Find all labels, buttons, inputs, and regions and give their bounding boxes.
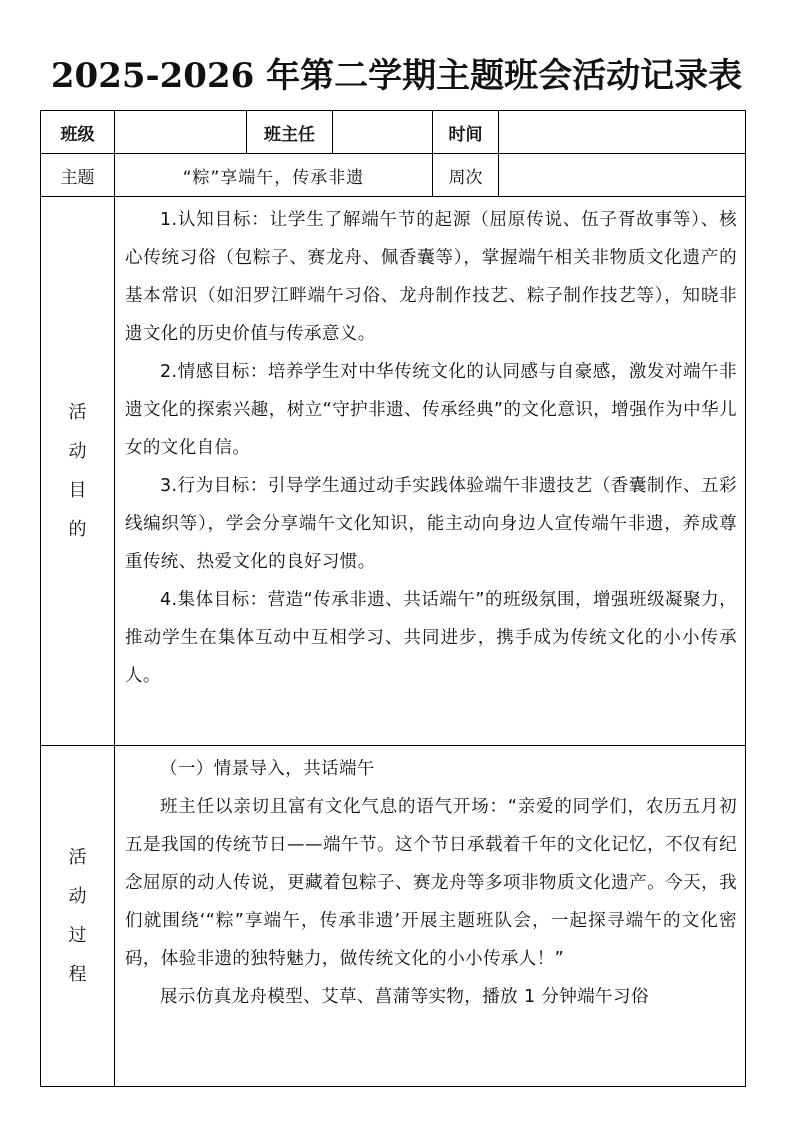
goals-label (41, 197, 115, 746)
process-display-paragraph: 展示仿真龙舟模型、艾草、菖蒲等实物，播放 1 分钟端午习俗 (160, 987, 649, 1007)
goals-label-char: 动 (68, 441, 87, 462)
goals-label-char: 活 (68, 402, 87, 423)
page-title: 2025-2026 年第二学期主题班会活动记录表 (50, 56, 743, 96)
process-label-char: 活 (68, 847, 87, 868)
goals-content (115, 197, 746, 746)
time-label: 时间 (433, 111, 499, 154)
goals-row (41, 197, 746, 746)
teacher-label: 班主任 (247, 111, 333, 154)
process-label-char: 程 (68, 964, 87, 985)
week-field[interactable] (499, 154, 746, 197)
record-table (40, 110, 746, 1087)
process-row (41, 746, 746, 1087)
topic-label: 主题 (41, 154, 115, 197)
class-label: 班级 (41, 111, 115, 154)
class-field[interactable] (115, 111, 247, 154)
goals-label-char: 目 (68, 480, 87, 501)
process-label-char: 过 (68, 925, 87, 946)
time-field[interactable] (499, 111, 746, 154)
goal-cognitive: 1.认知目标：让学生了解端午节的起源（屈原传说、伍子胥故事等）、核心传统习俗（包粽子、赛龙舟、佩香囊等），掌握端午相关非物质文化遗产的基本常识（如汨罗江畔端午习俗、龙舟制作技艺、粽子制作技艺等），知晓非遗文化的历史价值与传承意义。 (125, 210, 737, 344)
process-intro-paragraph: 班主任以亲切且富有文化气息的语气开场：“亲爱的同学们，农历五月初五是我国的传统节日——端午节。这个节日承载着千年的文化记忆，不仅有纪念屈原的动人传说，更藏着包粽子、赛龙舟等多项非物质文化遗产。今天，我们就围绕‘“粽”享端午，传承非遗’开展主题班队会，一起探寻端午的文化密码，体验非遗的独特魅力，做传统文化的小小传承人！” (125, 797, 737, 969)
process-label (41, 746, 115, 1087)
topic-value: “粽”享端午，传承非遗 (115, 154, 433, 197)
teacher-field[interactable] (333, 111, 433, 154)
goal-collective: 4.集体目标：营造“传承非遗、共话端午”的班级氛围，增强班级凝聚力，推动学生在集体互动中互相学习、共同进步，携手成为传统文化的小小传承人。 (125, 590, 737, 686)
goals-label-char: 的 (68, 519, 87, 540)
week-label: 周次 (433, 154, 499, 197)
header-row-1 (41, 111, 746, 154)
goal-behavioral: 3.行为目标：引导学生通过动手实践体验端午非遗技艺（香囊制作、五彩线编织等），学会分享端午文化知识，能主动向身边人宣传端午非遗，养成尊重传统、热爱文化的良好习惯。 (125, 476, 737, 572)
process-content (115, 746, 746, 1087)
process-label-char: 动 (68, 886, 87, 907)
header-row-2 (41, 154, 746, 197)
process-section-heading: （一）情景导入，共话端午 (160, 759, 375, 779)
goal-emotional: 2.情感目标：培养学生对中华传统文化的认同感与自豪感，激发对端午非遗文化的探索兴趣，树立“守护非遗、传承经典”的文化意识，增强作为中华儿女的文化自信。 (125, 362, 737, 458)
